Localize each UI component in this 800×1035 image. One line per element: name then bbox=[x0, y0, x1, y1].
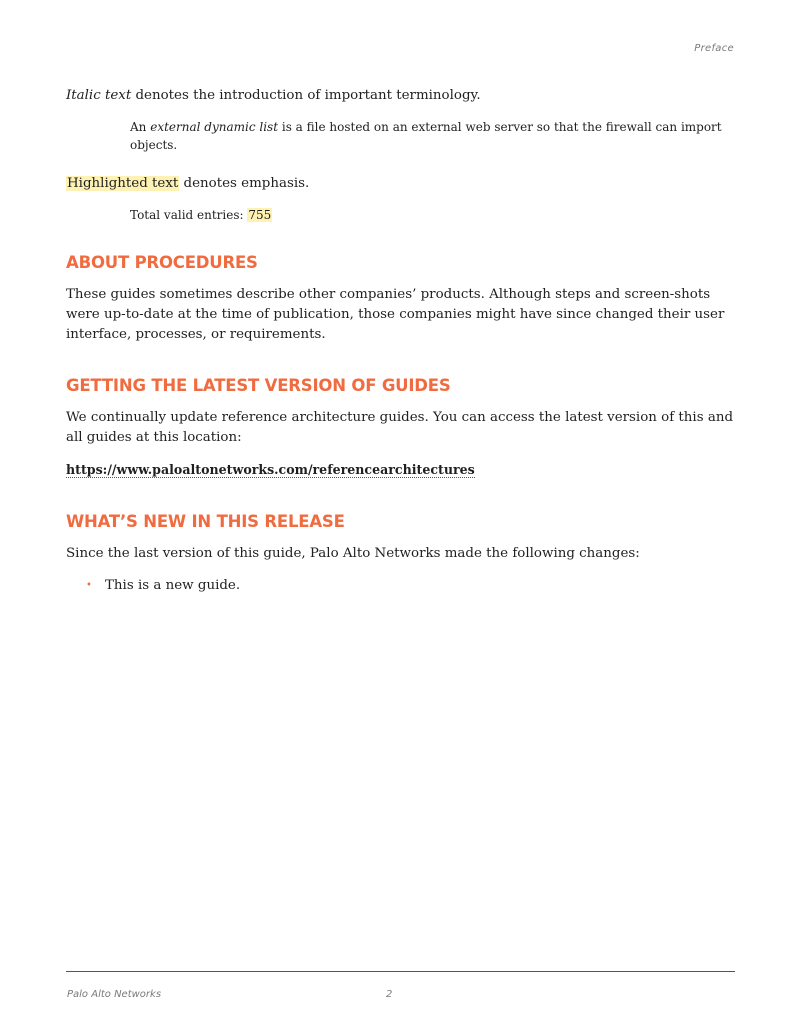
latest-link-line bbox=[66, 460, 734, 481]
highlight-convention bbox=[66, 174, 734, 194]
list-item-text: This is a new guide. bbox=[105, 578, 241, 593]
italic-example bbox=[130, 118, 734, 154]
heading-about-procedures: ABOUT PROCEDURES bbox=[66, 253, 258, 272]
latest-body: We continually update reference architecture guides. You can access the latest version of this and all guides at this location: bbox=[66, 410, 734, 445]
highlight-term: Highlighted text bbox=[67, 176, 179, 191]
highlight-example bbox=[130, 206, 734, 224]
heading-latest-version: GETTING THE LATEST VERSION OF GUIDES bbox=[66, 376, 451, 395]
italic-description: denotes the introduction of important terminology. bbox=[131, 88, 481, 103]
whats-new-intro: Since the last version of this guide, Palo Alto Networks made the following changes: bbox=[66, 546, 640, 561]
footer-divider bbox=[66, 971, 735, 972]
highlight-example-value: 755 bbox=[248, 208, 272, 222]
heading-whats-new: WHAT’S NEW IN THIS RELEASE bbox=[66, 512, 345, 531]
footer-page-number: 2 bbox=[386, 989, 393, 1000]
italic-convention bbox=[66, 86, 734, 106]
running-header: Preface bbox=[694, 43, 734, 54]
reference-architectures-link[interactable]: https://www.paloaltonetworks.com/referencearchitectures bbox=[66, 462, 475, 477]
italic-example-prefix: An bbox=[130, 120, 151, 134]
highlight-description: denotes emphasis. bbox=[179, 176, 310, 191]
changes-list bbox=[66, 576, 734, 596]
footer-company: Palo Alto Networks bbox=[67, 989, 162, 1000]
list-item bbox=[66, 576, 734, 596]
bullet-icon: • bbox=[86, 580, 92, 591]
italic-term: Italic text bbox=[66, 88, 132, 103]
italic-example-suffix: is a file hosted on an external web server so that the firewall can import objects. bbox=[130, 120, 722, 152]
italic-example-term: external dynamic list bbox=[150, 120, 279, 134]
highlight-example-prefix: Total valid entries: bbox=[130, 208, 248, 222]
procedures-body: These guides sometimes describe other companies’ products. Although steps and screen-shots were up-to-date at the time of publication, those companies might have since changed their user interface, processes, or requirements. bbox=[66, 287, 725, 342]
page-content bbox=[66, 86, 734, 596]
